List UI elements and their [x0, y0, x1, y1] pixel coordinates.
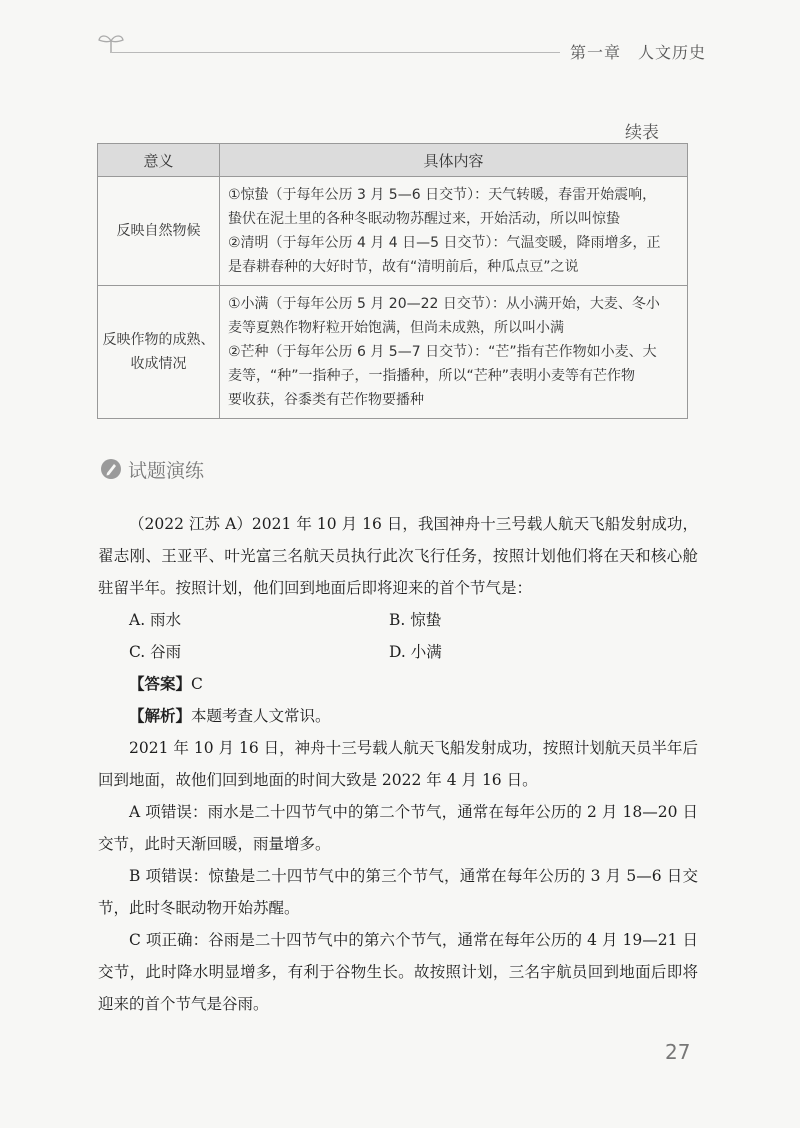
meaning-line: 收成情况 — [130, 356, 187, 372]
analysis-paragraph: A 项错误：雨水是二十四节气中的第二个节气，通常在每年公历的 2 月 18—20 日交节，此时天渐回暖，雨量增多。 — [98, 803, 698, 853]
answer-line — [98, 668, 698, 700]
content-line: 是春耕春种的大好时节，故有“清明前后，种瓜点豆”之说 — [228, 259, 579, 275]
option-a: A. 雨水 — [129, 611, 182, 629]
question-body — [98, 508, 698, 1020]
page-number: 27 — [665, 1040, 691, 1064]
row-meaning — [98, 286, 220, 419]
content-line: ①惊蛰（于每年公历 3 月 5—6 日交节）：天气转暖，春雷开始震响， — [228, 187, 657, 203]
analysis-label: 【解析】 — [129, 707, 192, 725]
answer-label: 【答案】 — [129, 675, 192, 693]
section-title: 试题演练 — [128, 460, 205, 482]
table-row — [98, 286, 688, 419]
solar-terms-table — [97, 143, 688, 419]
chapter-title: 第一章 人文历史 — [570, 43, 707, 62]
table-header-row — [98, 144, 688, 177]
content-line: 麦等夏熟作物籽粒开始饱满，但尚未成熟，所以叫小满 — [228, 320, 564, 336]
question-stem: （2022 江苏 A）2021 年 10 月 16 日，我国神舟十三号载人航天飞船发射成功，翟志刚、王亚平、叶光富三名航天员执行此次飞行任务，按照计划他们将在天和核心舱驻留半年。按照计划，他们回到地面后即将迎来的首个节气是： — [98, 515, 698, 597]
option-b: B. 惊蛰 — [389, 611, 442, 629]
meaning-line: 反映作物的成熟、 — [102, 332, 215, 348]
answer-value: C — [191, 675, 203, 693]
option-d: D. 小满 — [389, 643, 442, 661]
row-content — [220, 286, 688, 419]
options-row — [98, 604, 698, 636]
row-meaning: 反映自然物候 — [98, 177, 220, 286]
options-row — [98, 636, 698, 668]
content-line: 蛰伏在泥土里的各种冬眠动物苏醒过来，开始活动，所以叫惊蛰 — [228, 211, 620, 227]
header-meaning: 意义 — [98, 144, 220, 177]
analysis-line — [98, 700, 698, 732]
analysis-paragraph: C 项正确：谷雨是二十四节气中的第六个节气，通常在每年公历的 4 月 19—21 日交节，此时降水明显增多，有利于谷物生长。故按照计划，三名宇航员回到地面后即将迎来的首个节气是谷雨。 — [98, 931, 698, 1013]
header-rule — [112, 52, 560, 53]
analysis-paragraph: B 项错误：惊蛰是二十四节气中的第三个节气，通常在每年公历的 3 月 5—6 日交节，此时冬眠动物开始苏醒。 — [98, 867, 698, 917]
content-line: ①小满（于每年公历 5 月 20—22 日交节）：从小满开始，大麦、冬小 — [228, 296, 660, 312]
table-row — [98, 177, 688, 286]
row-content — [220, 177, 688, 286]
pencil-circle-icon — [100, 458, 122, 480]
analysis-intro: 本题考查人文常识。 — [191, 707, 331, 725]
continued-label: 续表 — [625, 123, 659, 143]
content-line: ②芒种（于每年公历 6 月 5—7 日交节）：“芒”指有芒作物如小麦、大 — [228, 344, 657, 360]
header-content: 具体内容 — [220, 144, 688, 177]
content-line: 麦等，“种”一指种子，一指播种，所以“芒种”表明小麦等有芒作物 — [228, 368, 636, 384]
option-c: C. 谷雨 — [129, 643, 182, 661]
content-line: ②清明（于每年公历 4 月 4 日—5 日交节）：气温变暖，降雨增多，正 — [228, 235, 661, 251]
sprout-icon — [96, 32, 126, 54]
analysis-paragraph: 2021 年 10 月 16 日，神舟十三号载人航天飞船发射成功，按照计划航天员半年后回到地面，故他们回到地面的时间大致是 2022 年 4 月 16 日。 — [98, 739, 698, 789]
content-line: 要收获，谷黍类有芒作物要播种 — [228, 392, 424, 408]
